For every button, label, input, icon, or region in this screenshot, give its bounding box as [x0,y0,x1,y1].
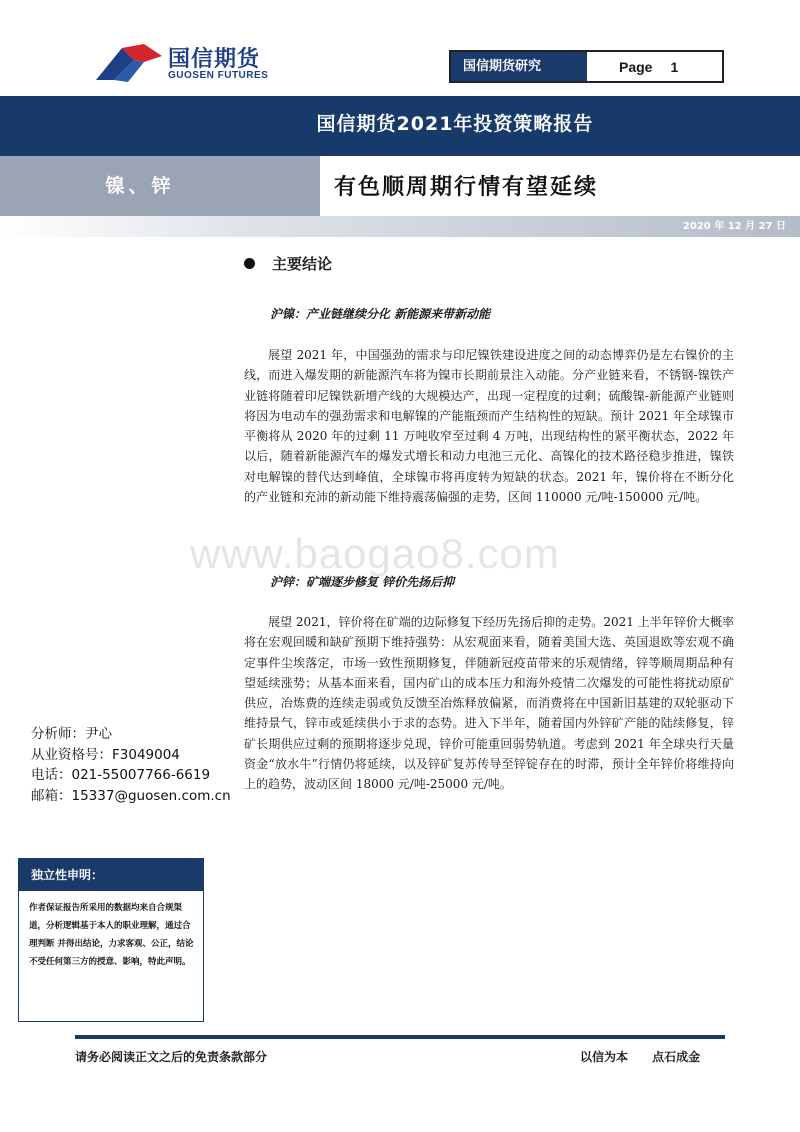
bullet-icon [244,258,255,269]
watermark: www.baogao8.com [190,530,560,577]
declaration-body: 作者保证报告所采用的数据均来自合规渠道，分析逻辑基于本人的职业理解，通过合理判断 并得出结论，力求客观、公正，结论不受任何第三方的授意、影响，特此声明。 [29,903,194,967]
zinc-paragraph: 展望 2021，锌价将在矿端的边际修复下经历先扬后抑的走势。2021 上半年锌价大概率将在宏观回暖和缺矿预期下维持强势：从宏观面来看，随着美国大选、英国退欧等宏观不确定事件尘埃落定，市场一致性预期修复，伴随新冠疫苗带来的乐观情绪，锌等顺周期品种有望延续涨势；从基本面来看，国内矿山的成本压力和海外疫情二次爆发的可能性将扰动原矿供应，冶炼费的连续走弱或负反馈至冶炼释放偏紧，而消费将在中国新旧基建的双轮驱动下维持景气，锌市或延续供小于求的态势。进入下半年，随着国内外锌矿产能的陆续修复，锌矿长期供应过剩的预期将逐步兑现，锌价可能重回弱势轨道。考虑到 2021 年全球央行天量资金“放水牛”行情仍将延续，以及锌矿复苏传导至锌锭存在的时滞，预计全年锌价将维持向上的趋势，波动区间 18000 元/吨-25000 元/吨。 [244,615,734,792]
section-title: 主要结论 [272,255,333,273]
declaration-title: 独立性申明： [19,859,203,891]
footer-divider [75,1035,725,1039]
report-title-bar [0,96,800,156]
company-logo [92,40,282,86]
report-headline: 有色顺周期行情有望延续 [334,174,599,200]
footer-disclaimer-note: 请务必阅读正文之后的免责条款部分 [75,1050,268,1064]
page-number: 1 [670,59,679,75]
sector-label: 镍、锌 [105,175,175,197]
research-label: 国信期货研究 [451,52,587,81]
analyst-email[interactable]: 邮箱：15337@guosen.com.cn [31,787,231,804]
analyst-info [31,724,231,806]
brand-name-cn: 国信期货 [168,47,261,72]
report-title: 国信期货2021年投资策略报告 [316,113,594,135]
nickel-heading: 沪镍：产业链继续分化 新能源来带新动能 [270,307,491,321]
analyst-name: 分析师：尹心 [31,726,112,742]
brand-name-en: GUOSEN FUTURES [168,70,269,81]
report-date: 2020 年 12 月 27 日 [682,221,786,232]
analyst-license: 从业资格号：F3049004 [31,746,180,763]
zinc-heading: 沪锌：矿端逐步修复 锌价先扬后抑 [270,575,455,589]
logo-mark-icon [92,40,164,86]
date-bar [0,216,800,237]
page-label: Page [619,59,653,75]
page-indicator [587,52,722,81]
header-page-box [449,50,724,83]
footer-slogan: 以信为本 点石成金 [580,1050,701,1064]
nickel-paragraph: 展望 2021 年，中国强劲的需求与印尼镍铁建设进度之间的动态博弈仍是左右镍价的主线，而进入爆发期的新能源汽车将为镍市长期前景注入动能。分产业链来看，不锈钢-镍铁产业链将随着印尼镍铁新增产线的大规模达产，出现一定程度的过剩；硫酸镍-新能源产业链则将因为电动车的强劲需求和电解镍的产能瓶颈而产生结构性的短缺。预计 2021 年全球镍市平衡将从 2020 年的过剩 11 万吨收窄至过剩 4 万吨，出现结构性的紧平衡状态，2022 年以后，随着新能源汽车的爆发式增长和动力电池三元化、高镍化的技术路径稳步推进，镍铁对电解镍的替代达到峰值，全球镍市将再度转为短缺的状态。2021 年，镍价将在不断分化的产业链和充沛的新动能下维持震荡偏强的走势，区间 110000 元/吨-150000 元/吨。 [244,348,734,505]
independence-declaration [18,858,204,1022]
sector-band [0,156,320,216]
analyst-phone: 电话：021-55007766-6619 [31,767,211,783]
